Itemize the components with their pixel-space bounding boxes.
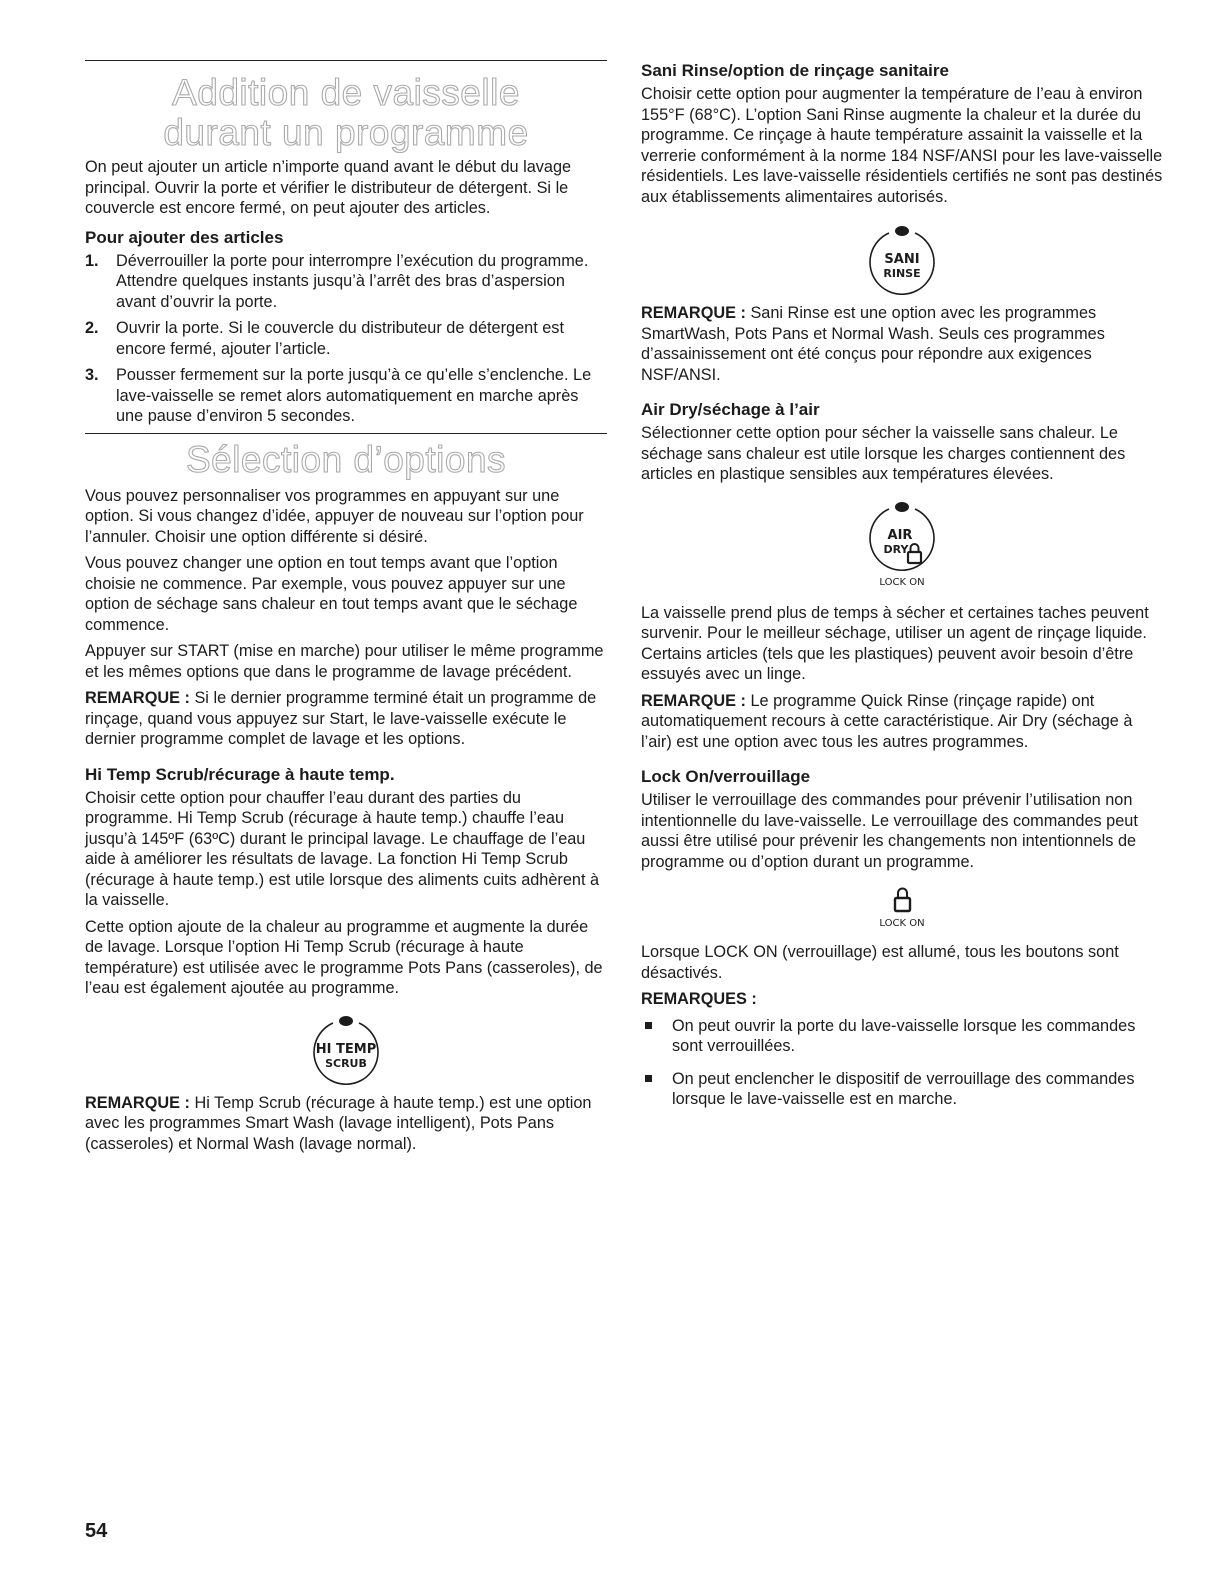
hi-temp-icon-wrap <box>85 1009 607 1085</box>
lock-icon-wrap <box>641 884 1163 932</box>
note-text: Hi Temp Scrub (récurage à haute temp.) est une option avec les programmes Smart Wash (lavage intelligent), Pots Pans (casseroles) et Normal Wash (lavage normal). <box>85 1093 592 1153</box>
right-column <box>641 60 1163 1122</box>
bullet-square-icon <box>645 1022 652 1029</box>
step-item <box>85 365 607 427</box>
step-number: 1. <box>85 251 99 270</box>
note-text: Si le dernier programme terminé était un programme de rinçage, quand vous appuyez sur Start, le lave-vaisselle exécute le dernier programme complet de lavage et les options. <box>85 689 597 748</box>
air-dry-icon-wrap <box>641 495 1163 595</box>
step-text: Ouvrir la porte. Si le couvercle du distributeur de détergent est encore fermé, ajouter l’article. <box>116 319 564 358</box>
list-item <box>641 1069 1163 1110</box>
sani-icon-line1: SANI <box>884 252 920 267</box>
air-dry-icon-line1: AIR <box>887 527 913 543</box>
step-item <box>85 318 607 359</box>
addition-title-line2: durant un programme <box>163 112 529 153</box>
note-label: REMARQUE : <box>641 691 746 710</box>
selection-paragraph-1: Vous pouvez personnaliser vos programmes en appuyant sur une option. Si vous changez d’idée, appuyer de nouveau sur l’option pour l’annuler. Choisir une option différente si désiré. <box>85 486 584 546</box>
air-dry-lock-caption: LOCK ON <box>879 576 925 588</box>
air-dry-button-icon <box>842 495 962 595</box>
lock-on-paragraph-2: Lorsque LOCK ON (verrouillage) est allumé, tous les boutons sont désactivés. <box>641 943 1119 982</box>
note-label: REMARQUE : <box>85 1093 190 1112</box>
hi-temp-scrub-button-icon <box>306 1009 386 1085</box>
add-articles-steps <box>85 251 607 427</box>
hi-temp-heading: Hi Temp Scrub/récurage à haute temp. <box>85 764 395 784</box>
hi-temp-icon-line1: HI TEMP <box>315 1041 377 1057</box>
addition-title-line1: Addition de vaisselle <box>172 72 520 113</box>
bullet-square-icon <box>645 1075 652 1082</box>
air-dry-lock-icon <box>908 544 921 563</box>
hi-temp-paragraph-1: Choisir cette option pour chauffer l’eau durant des parties du programme. Hi Temp Scrub (récurage à haute temp.) chauffe l’eau jusqu’à 145ºF (63ºC) durant le principal lavage. Le chauffage de l’eau aide à améliorer les résultats de lavage. La fonction Hi Temp Scrub (récurage à haute temp.) est utile lorsque des aliments cuits adhèrent à la vaisselle. <box>85 788 600 909</box>
note-text: Sani Rinse est une option avec les programmes SmartWash, Pots Pans et Normal Wash. Seuls ces programmes d’assainissement ont été conçus pour répondre aux exigences NSF/ANSI. <box>641 304 1105 384</box>
selection-note <box>85 688 607 750</box>
sani-icon-line2: RINSE <box>883 267 921 280</box>
hi-temp-paragraph-2: Cette option ajoute de la chaleur au programme et augmente la durée de lavage. Lorsque l’option Hi Temp Scrub (récurage à haute température) est utilisée avec le programme Pots Pans (casseroles), de l’eau est également ajoutée au programme. <box>85 917 603 997</box>
step-text: Déverrouiller la porte pour interrompre l’exécution du programme. Attendre quelques instants jusqu’à l’arrêt des bras d’aspersion avant d’ouvrir la porte. <box>116 251 589 311</box>
lock-caption: LOCK ON <box>879 918 925 929</box>
hi-temp-icon-line2: SCRUB <box>325 1056 367 1070</box>
bullet-text: On peut ouvrir la porte du lave-vaisselle lorsque les commandes sont verrouillées. <box>672 1016 1136 1055</box>
step-item <box>85 251 607 313</box>
sani-icon-wrap <box>641 219 1163 295</box>
air-dry-icon-line2: DRY <box>883 542 909 556</box>
sani-rinse-note <box>641 303 1163 385</box>
section-rule <box>85 60 607 61</box>
air-dry-heading: Air Dry/séchage à l’air <box>641 400 820 419</box>
sani-rinse-heading: Sani Rinse/option de rinçage sanitaire <box>641 61 949 80</box>
air-dry-note <box>641 691 1163 753</box>
sani-rinse-button-icon <box>862 219 942 295</box>
note-text: Le programme Quick Rinse (rinçage rapide) ont automatiquement recours à cette caractéristique. Air Dry (séchage à l’air) est une option avec tous les autres programmes. <box>641 691 1133 751</box>
air-dry-paragraph-2: La vaisselle prend plus de temps à sécher et certaines taches peuvent survenir. Pour le meilleur séchage, utiliser un agent de rinçage liquide. Certains articles (tels que les plastiques) peuvent avoir besoin d’être essuyés avec un linge. <box>641 603 1149 683</box>
selection-title: Sélection d’options <box>185 438 507 480</box>
step-number: 3. <box>85 366 99 384</box>
lock-notes-list <box>641 1016 1163 1110</box>
bullet-text: On peut enclencher le dispositif de verrouillage des commandes lorsque le lave-vaisselle est en marche. <box>672 1069 1135 1108</box>
hi-temp-note <box>85 1093 607 1155</box>
section-rule <box>85 433 607 434</box>
note-label: REMARQUE : <box>85 689 190 707</box>
lock-on-paragraph-1: Utiliser le verrouillage des commandes pour prévenir l’utilisation non intentionnelle du lave-vaisselle. Le verrouillage des commandes peut aussi être utilisé pour prévenir les changements non intentionnels de programme ou d’option durant un programme. <box>641 791 1138 871</box>
left-column <box>85 60 607 1160</box>
add-articles-heading: Pour ajouter des articles <box>85 227 284 247</box>
selection-paragraph-2: Vous pouvez changer une option en tout temps avant que l’option choisie ne commence. Par exemple, vous pouvez appuyer sur une option de séchage sans chaleur en tout temps avant que le séchage commence. <box>85 554 578 634</box>
selection-paragraph-3: Appuyer sur START (mise en marche) pour utiliser le même programme et les mêmes options que dans le programme de lavage précédent. <box>85 642 604 681</box>
lock-icon <box>842 884 962 932</box>
step-text: Pousser fermement sur la porte jusqu’à ce qu’elle s’enclenche. Le lave-vaisselle se remet alors automatiquement en marche après une pause d’environ 5 secondes. <box>116 366 592 425</box>
addition-intro: On peut ajouter un article n’importe quand avant le début du lavage principal. Ouvrir la porte et vérifier le distributeur de détergent. Si le couvercle est encore fermé, on peut ajouter des articles. <box>85 158 572 217</box>
lock-on-heading: Lock On/verrouillage <box>641 767 811 786</box>
note-label: REMARQUE : <box>641 304 746 322</box>
page-number: 54 <box>85 1520 108 1542</box>
notes-label: REMARQUES : <box>641 990 757 1008</box>
air-dry-paragraph-1: Sélectionner cette option pour sécher la vaisselle sans chaleur. Le séchage sans chaleur est utile lorsque les charges contiennent des articles en plastique sensibles aux températures élevées. <box>641 424 1126 483</box>
list-item <box>641 1016 1163 1057</box>
sani-rinse-paragraph: Choisir cette option pour augmenter la température de l’eau à environ 155°F (68°C). L’option Sani Rinse augmente la chaleur et la durée du programme. Ce rinçage à haute température assainit la vaisselle et la verrerie conformément à la norme 184 NSF/ANSI pour les lave-vaisselle résidentiels. Les lave-vaisselle résidentiels certifiés ne sont pas destinés aux établissements alimentaires autorisés. <box>641 85 1163 206</box>
step-number: 2. <box>85 319 99 337</box>
